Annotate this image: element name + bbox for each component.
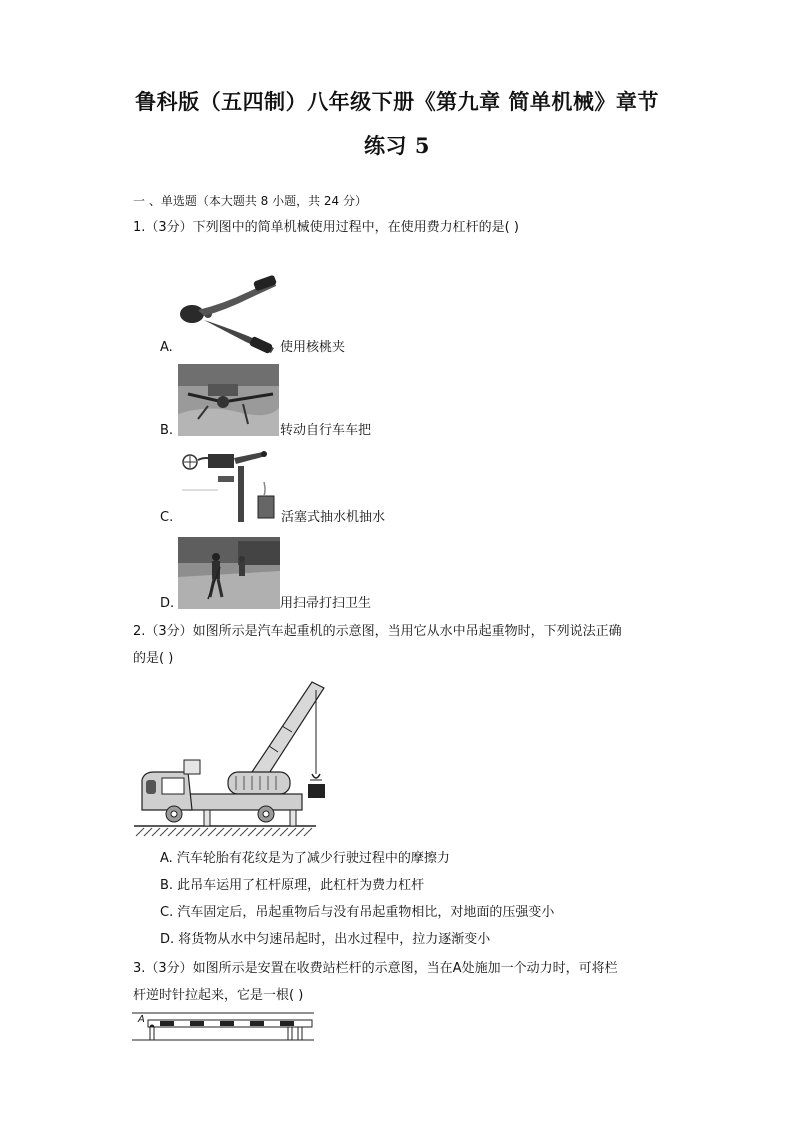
q1-option-c-letter: C. [160, 510, 174, 525]
q2-stem-line1: 2.（3分）如图所示是汽车起重机的示意图，当用它从水中吊起重物时，下列说法正确 [133, 624, 622, 639]
q1-option-d-text: 用扫帚打扫卫生 [280, 596, 372, 611]
bicycle-handlebar-photo [178, 364, 279, 436]
section-heading: 一 、单选题（本大题共 8 小题，共 24 分） [133, 194, 367, 208]
q1-option-c-text: 活塞式抽水机抽水 [281, 510, 386, 525]
q1-option-a-text: 使用核桃夹 [280, 340, 346, 355]
q2-stem-line2: 的是( ) [133, 651, 174, 666]
nutcracker-image [178, 274, 278, 354]
toll-barrier-diagram [132, 1010, 318, 1044]
q1-option-d-letter: D. [160, 596, 175, 611]
q1-option-b-letter: B. [160, 423, 174, 438]
q2-option-a: A. 汽车轮胎有花纹是为了减少行驶过程中的摩擦力 [160, 851, 450, 866]
point-a-label: A [138, 1014, 145, 1025]
q2-option-b: B. 此吊车运用了杠杆原理，此杠杆为费力杠杆 [160, 878, 425, 893]
crane-truck-diagram [132, 676, 342, 838]
doc-title-line1: 鲁科版（五四制）八年级下册《第九章 简单机械》章节 [135, 89, 659, 114]
q3-stem-line1: 3.（3分）如图所示是安置在收费站栏杆的示意图，当在A处施加一个动力时，可将栏 [133, 961, 618, 976]
q2-option-d: D. 将货物从水中匀速吊起时，出水过程中，拉力逐渐变小 [160, 932, 491, 947]
sweeping-photo [178, 537, 280, 609]
q1-option-a-letter: A. [160, 340, 173, 355]
q1-option-b-text: 转动自行车车把 [280, 423, 372, 438]
q3-stem-line2: 杆逆时针拉起来，它是一根( ) [133, 988, 304, 1003]
piston-pump-image [178, 446, 280, 522]
q1-stem: 1.（3分）下列图中的简单机械使用过程中，在使用费力杠杆的是( ) [133, 220, 519, 235]
doc-title-line2: 练习 5 [364, 133, 430, 158]
q2-option-c: C. 汽车固定后，吊起重物后与没有吊起重物相比，对地面的压强变小 [160, 905, 555, 920]
